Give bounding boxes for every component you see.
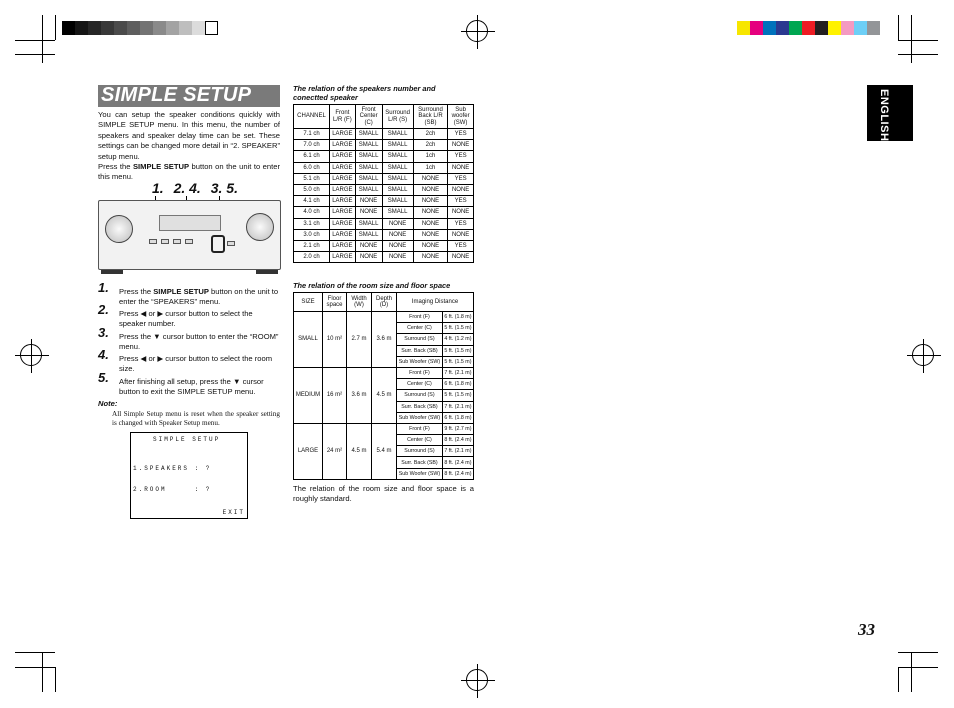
table1-cell: NONE	[413, 218, 447, 229]
table1-cell: NONE	[382, 229, 413, 240]
table2-distance-cell: 6 ft. (1.8 m)	[442, 379, 473, 390]
table2-distance-cell: 5 ft. (1.5 m)	[442, 356, 473, 367]
device-foot-left	[101, 270, 123, 274]
crop-mark-top-left-v2	[42, 15, 43, 63]
table1-row	[294, 151, 474, 162]
gray-swatches	[62, 21, 218, 35]
footnote: The relation of the room size and floor space is a roughly standard.	[293, 484, 474, 503]
step-4	[98, 347, 280, 374]
table1-cell: LARGE	[330, 252, 356, 263]
registration-mark-right	[912, 344, 934, 366]
osd-speakers-line: 1.SPEAKERS : ?	[133, 465, 212, 472]
step-3-text: Press the ▼ cursor button to enter the “ROOM” menu.	[119, 332, 279, 351]
table2-floor-cell: 24 m²	[323, 423, 347, 479]
table1-cell: LARGE	[330, 218, 356, 229]
table1-cell: YES	[448, 218, 474, 229]
table1-row	[294, 196, 474, 207]
table1-cell: 3.0 ch	[294, 229, 330, 240]
registration-mark-left	[20, 344, 42, 366]
table1-cell: LARGE	[330, 207, 356, 218]
intro-para-2-bold: SIMPLE SETUP	[132, 162, 190, 172]
table2-caption: The relation of the room size and floor space	[293, 281, 451, 290]
table1-cell: SMALL	[382, 162, 413, 173]
front-button-4	[185, 239, 193, 244]
table1-header: Surround L/R (S)	[382, 105, 413, 129]
table1-cell: 3.1 ch	[294, 218, 330, 229]
table2-speaker-cell: Center (C)	[397, 323, 443, 334]
front-button-5	[227, 241, 235, 246]
table1-row	[294, 129, 474, 140]
table1-cell: SMALL	[355, 140, 382, 151]
table2-floor-cell: 10 m²	[323, 312, 347, 368]
table1-cell: NONE	[448, 162, 474, 173]
table1-cell: SMALL	[355, 173, 382, 184]
table1-cell: LARGE	[330, 173, 356, 184]
step-5-text: After finishing all setup, press the ▼ cursor button to exit the SIMPLE SETUP menu.	[119, 377, 264, 396]
steps-header	[152, 180, 244, 196]
front-button-3	[173, 239, 181, 244]
gray-swatch-4	[114, 21, 127, 35]
front-button-2	[161, 239, 169, 244]
gray-swatch-3	[101, 21, 114, 35]
table1-cell: 4.1 ch	[294, 196, 330, 207]
table1-cell: 2ch	[413, 140, 447, 151]
table1-cell: 1ch	[413, 151, 447, 162]
step-5	[98, 370, 280, 397]
table1-cell: LARGE	[330, 184, 356, 195]
color-swatch-8	[841, 21, 854, 35]
steps-header-2: 2. 4.	[173, 180, 201, 196]
gray-swatch-11	[205, 21, 218, 35]
gray-swatch-2	[88, 21, 101, 35]
color-swatch-9	[854, 21, 867, 35]
table1-cell: YES	[448, 196, 474, 207]
table1-header-row	[294, 105, 474, 129]
table1-header: CHANNEL	[294, 105, 330, 129]
table2-distance-cell: 7 ft. (2.1 m)	[442, 367, 473, 378]
crop-mark-top-left-h2	[15, 54, 55, 55]
table2-speaker-cell: Surround (S)	[397, 334, 443, 345]
table2-header: SIZE	[294, 293, 323, 312]
table1-row	[294, 218, 474, 229]
crop-mark-bottom-right-h2	[898, 652, 938, 653]
table1-row	[294, 240, 474, 251]
table1-cell: SMALL	[382, 173, 413, 184]
table1-cell: SMALL	[382, 207, 413, 218]
front-button-1	[149, 239, 157, 244]
table1-header: Sub woofer (SW)	[448, 105, 474, 129]
table2-distance-cell: 8 ft. (2.4 m)	[442, 457, 473, 468]
step-5-num: 5.	[98, 370, 109, 385]
table1-cell: YES	[448, 151, 474, 162]
table1-cell: NONE	[355, 207, 382, 218]
table2-distance-cell: 6 ft. (1.8 m)	[442, 312, 473, 323]
color-swatch-7	[828, 21, 841, 35]
table1-cell: NONE	[448, 229, 474, 240]
table2-speaker-cell: Front (F)	[397, 423, 443, 434]
table2-depth-cell: 4.5 m	[372, 367, 397, 423]
table1-cell: 5.1 ch	[294, 173, 330, 184]
table2-width-cell: 4.5 m	[347, 423, 372, 479]
step-4-text: Press ◀ or ▶ cursor button to select the room size.	[119, 354, 273, 373]
table1-cell: SMALL	[382, 129, 413, 140]
table1-cell: 6.1 ch	[294, 151, 330, 162]
gray-swatch-1	[75, 21, 88, 35]
crop-mark-bottom-right-h	[898, 667, 938, 668]
receiver-illustration	[98, 200, 281, 270]
table2-speaker-cell: Center (C)	[397, 435, 443, 446]
table1-cell: NONE	[382, 240, 413, 251]
step-3	[98, 325, 280, 352]
table1-row	[294, 140, 474, 151]
title-bar	[98, 85, 280, 107]
table1-cell: NONE	[355, 240, 382, 251]
table1-cell: NONE	[382, 218, 413, 229]
table1-cell: SMALL	[355, 162, 382, 173]
table2-row	[294, 312, 474, 323]
table2-speaker-cell: Surr. Back (SB)	[397, 457, 443, 468]
cursor-pad	[211, 235, 225, 253]
crop-mark-top-left-v	[55, 15, 56, 40]
table2-depth-cell: 3.6 m	[372, 312, 397, 368]
table2-distance-cell: 5 ft. (1.5 m)	[442, 390, 473, 401]
table1-cell: LARGE	[330, 240, 356, 251]
gray-swatch-0	[62, 21, 75, 35]
crop-mark-bottom-left-v2	[42, 652, 43, 692]
table2-distance-cell: 8 ft. (2.4 m)	[442, 468, 473, 479]
table2-size-cell: LARGE	[294, 423, 323, 479]
table2-row	[294, 423, 474, 434]
color-swatch-4	[789, 21, 802, 35]
table1-cell: SMALL	[355, 229, 382, 240]
table1-cell: YES	[448, 173, 474, 184]
table1-cell: LARGE	[330, 162, 356, 173]
table1-cell: LARGE	[330, 196, 356, 207]
table2-row	[294, 367, 474, 378]
gray-swatch-10	[192, 21, 205, 35]
table2-speaker-cell: Sub Woofer (SW)	[397, 412, 443, 423]
table1-cell: YES	[448, 240, 474, 251]
language-tab	[867, 85, 913, 141]
table2-distance-cell: 7 ft. (2.1 m)	[442, 446, 473, 457]
table2-speaker-cell: Center (C)	[397, 379, 443, 390]
intro-text	[98, 110, 280, 183]
intro-para-1: You can setup the speaker conditions quickly with SIMPLE SETUP menu. In this menu, the number of speakers and speaker delay time can be set. These settings can be changed more detail in “2. SPEAKER” setup menu.	[98, 110, 280, 161]
table2-distance-cell: 5 ft. (1.5 m)	[442, 323, 473, 334]
crop-mark-bottom-left-h2	[15, 652, 55, 653]
crop-mark-top-right-h	[898, 40, 938, 41]
table1-row	[294, 252, 474, 263]
crop-mark-top-right-h2	[898, 54, 938, 55]
steps-header-1: 1.	[152, 180, 164, 196]
step-2-num: 2.	[98, 302, 109, 317]
note-label: Note:	[98, 399, 118, 408]
table1-cell: NONE	[413, 184, 447, 195]
table2-distance-cell: 4 ft. (1.2 m)	[442, 334, 473, 345]
table1-row	[294, 229, 474, 240]
table2-depth-cell: 5.4 m	[372, 423, 397, 479]
table2-speaker-cell: Sub Woofer (SW)	[397, 468, 443, 479]
table1-cell: NONE	[448, 252, 474, 263]
table1-cell: NONE	[413, 252, 447, 263]
table1-row	[294, 207, 474, 218]
table1-cell: 2ch	[413, 129, 447, 140]
color-swatch-0	[737, 21, 750, 35]
table2-speaker-cell: Surround (S)	[397, 446, 443, 457]
speaker-channel-table	[293, 104, 474, 263]
table1-cell: LARGE	[330, 129, 356, 140]
table1-cell: 7.0 ch	[294, 140, 330, 151]
osd-room-line: 2.ROOM : ?	[133, 486, 212, 493]
table1-cell: NONE	[448, 184, 474, 195]
color-swatches	[737, 21, 880, 35]
volume-knob-right	[246, 213, 274, 241]
step-2-text: Press ◀ or ▶ cursor button to select the speaker number.	[119, 309, 253, 328]
table1-cell: 5.0 ch	[294, 184, 330, 195]
table1-caption: The relation of the speakers number and conectted speaker	[293, 84, 436, 102]
table1-header: Front L/R (F)	[330, 105, 356, 129]
language-tab-label: ENGLISH	[878, 89, 890, 142]
table2-width-cell: 3.6 m	[347, 367, 372, 423]
osd-exit: EXIT	[222, 509, 245, 516]
crop-mark-top-right-v2	[911, 15, 912, 63]
table1-cell: LARGE	[330, 151, 356, 162]
intro-para-2-prefix: Press the	[98, 162, 133, 172]
table1-cell: 6.0 ch	[294, 162, 330, 173]
table1-cell: SMALL	[355, 129, 382, 140]
table1-cell: 2.1 ch	[294, 240, 330, 251]
table2-speaker-cell: Surr. Back (SB)	[397, 401, 443, 412]
table1-cell: SMALL	[355, 151, 382, 162]
table2-size-cell: MEDIUM	[294, 367, 323, 423]
page-title: SIMPLE SETUP	[101, 84, 252, 106]
step-2	[98, 302, 280, 329]
step-3-num: 3.	[98, 325, 109, 340]
table1-cell: 4.0 ch	[294, 207, 330, 218]
table2-size-cell: SMALL	[294, 312, 323, 368]
table1-cell: 2.0 ch	[294, 252, 330, 263]
table2-speaker-cell: Sub Woofer (SW)	[397, 356, 443, 367]
note-text: All Simple Setup menu is reset when the speaker setting is changed with Speaker Setup menu.	[112, 410, 280, 427]
table1-cell: SMALL	[382, 140, 413, 151]
gray-swatch-5	[127, 21, 140, 35]
table1-cell: LARGE	[330, 229, 356, 240]
crop-mark-bottom-right-v2	[911, 652, 912, 692]
table2-distance-cell: 7 ft. (2.1 m)	[442, 401, 473, 412]
table1-cell: NONE	[413, 196, 447, 207]
crop-mark-bottom-left-v	[55, 667, 56, 692]
step-1-text	[119, 287, 280, 307]
color-swatch-10	[867, 21, 880, 35]
table1-cell: SMALL	[355, 184, 382, 195]
gray-swatch-8	[166, 21, 179, 35]
table1-cell: 7.1 ch	[294, 129, 330, 140]
table2-speaker-cell: Surround (S)	[397, 390, 443, 401]
table1-cell: NONE	[413, 207, 447, 218]
table2-header: Imaging Distance	[397, 293, 474, 312]
table1-header: Surround Back L/R (SB)	[413, 105, 447, 129]
table1-row	[294, 162, 474, 173]
step-1-bold: SIMPLE SETUP	[153, 287, 209, 296]
step-1-prefix: Press the	[119, 287, 154, 296]
step-4-num: 4.	[98, 347, 109, 362]
table1-cell: NONE	[413, 240, 447, 251]
table2-distance-cell: 9 ft. (2.7 m)	[442, 423, 473, 434]
gray-swatch-9	[179, 21, 192, 35]
steps-header-3: 3. 5.	[210, 180, 238, 196]
step-1-suffix: button on the unit to enter the “SPEAKERS” menu.	[119, 287, 279, 306]
gray-swatch-6	[140, 21, 153, 35]
table1-cell: SMALL	[382, 151, 413, 162]
crop-mark-top-left-h	[15, 40, 55, 41]
color-swatch-2	[763, 21, 776, 35]
table1-cell: NONE	[413, 173, 447, 184]
registration-mark-top	[466, 20, 488, 42]
table1-cell: SMALL	[355, 218, 382, 229]
color-swatch-5	[802, 21, 815, 35]
step-1-num: 1.	[98, 280, 109, 295]
table1-cell: NONE	[382, 252, 413, 263]
device-foot-right	[256, 270, 278, 274]
front-display	[159, 215, 221, 231]
table1-cell: LARGE	[330, 140, 356, 151]
table1-cell: NONE	[355, 196, 382, 207]
color-swatch-1	[750, 21, 763, 35]
table2-speaker-cell: Front (F)	[397, 312, 443, 323]
table1-cell: YES	[448, 129, 474, 140]
table1-cell: SMALL	[382, 184, 413, 195]
color-swatch-3	[776, 21, 789, 35]
table1-header: Front Center (C)	[355, 105, 382, 129]
room-size-table	[293, 292, 474, 480]
table2-header: Floor space	[323, 293, 347, 312]
table1-cell: NONE	[355, 252, 382, 263]
volume-knob-left	[105, 215, 133, 243]
table1-row	[294, 173, 474, 184]
table2-header: Depth (D)	[372, 293, 397, 312]
crop-mark-bottom-left-h	[15, 667, 55, 668]
osd-title: SIMPLE SETUP	[153, 436, 221, 443]
table2-header: Width (W)	[347, 293, 372, 312]
table2-width-cell: 2.7 m	[347, 312, 372, 368]
table2-floor-cell: 16 m²	[323, 367, 347, 423]
table1-cell: NONE	[448, 140, 474, 151]
registration-mark-bottom	[466, 669, 488, 691]
table1-cell: NONE	[448, 207, 474, 218]
table1-cell: SMALL	[382, 196, 413, 207]
table2-distance-cell: 5 ft. (1.5 m)	[442, 345, 473, 356]
table2-speaker-cell: Front (F)	[397, 367, 443, 378]
table1-row	[294, 184, 474, 195]
crop-mark-bottom-right-v	[898, 667, 899, 692]
table2-distance-cell: 6 ft. (1.8 m)	[442, 412, 473, 423]
table2-header-row	[294, 293, 474, 312]
table1-cell: NONE	[413, 229, 447, 240]
table2-distance-cell: 8 ft. (2.4 m)	[442, 435, 473, 446]
table1-cell: 1ch	[413, 162, 447, 173]
color-swatch-6	[815, 21, 828, 35]
table2-speaker-cell: Surr. Back (SB)	[397, 345, 443, 356]
step-1	[98, 280, 280, 307]
intro-para-2-suffix: button on the unit to enter this menu.	[98, 162, 280, 182]
page-number: 33	[858, 620, 875, 639]
osd-screen	[130, 432, 248, 519]
crop-mark-top-right-v	[898, 15, 899, 40]
gray-swatch-7	[153, 21, 166, 35]
